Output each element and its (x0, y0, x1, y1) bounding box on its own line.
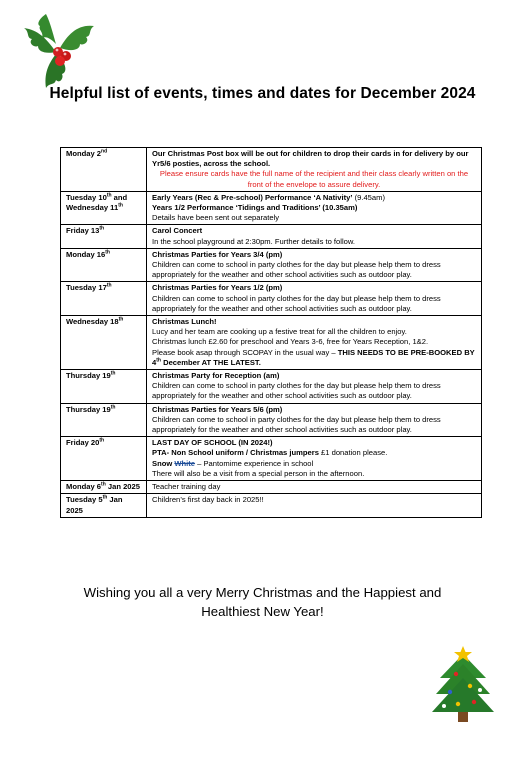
date-suffix: th (105, 249, 110, 256)
event-details (147, 437, 482, 481)
event-line: Carol Concert (152, 226, 203, 236)
christmas-tree-icon (428, 644, 498, 726)
event-title: PTA- Non School uniform / Christmas jumpers (152, 448, 319, 458)
date-suffix: nd (101, 148, 108, 155)
event-details (147, 494, 482, 517)
event-date: Thursday 19th (61, 403, 147, 437)
date-suffix: th (99, 225, 105, 232)
event-date: Wednesday 18th (61, 316, 147, 370)
date-suffix: th (118, 316, 124, 323)
date-suffix: th (99, 437, 105, 444)
event-time: (9.45am) (352, 192, 385, 202)
date-suffix: th (156, 357, 161, 364)
event-line: Lucy and her team are cooking up a festive treat for all the children to enjoy. (152, 327, 407, 337)
event-line (152, 459, 476, 469)
event-line (152, 348, 476, 368)
table-row (61, 437, 482, 481)
date-suffix: th (110, 370, 116, 377)
event-date: Friday 13th (61, 225, 147, 248)
event-line: There will also be a visit from a special person in the afternoon. (152, 468, 365, 478)
event-line: Children’s first day back in 2025!! (152, 495, 264, 505)
event-line: Christmas Party for Reception (am) (152, 371, 280, 381)
event-details (147, 481, 482, 494)
event-line: Christmas Lunch! (152, 317, 217, 327)
event-date: Monday 2nd (61, 148, 147, 192)
event-line: Years 1/2 Performance ‘Tidings and Traditions’ (10.35am) (152, 203, 358, 213)
event-date: Thursday 19th (61, 370, 147, 404)
date-suffix: th (110, 404, 116, 411)
event-date: Tuesday 17th (61, 282, 147, 316)
event-text: Please book asap through SCOPAY in the usual way – (152, 347, 338, 357)
event-details (147, 403, 482, 437)
event-details (147, 148, 482, 192)
event-date: Monday 16th (61, 248, 147, 282)
event-details (147, 282, 482, 316)
event-line: Christmas Parties for Years 5/6 (pm) (152, 404, 283, 414)
event-date: Friday 20th (61, 437, 147, 481)
event-line: Children can come to school in party clothes for the day but please help them to dress appropriately for the weather and other school activities such as outdoor play. (152, 293, 441, 313)
events-table (60, 147, 482, 518)
event-title: Snow (152, 458, 175, 468)
table-row (61, 282, 482, 316)
closing-message: Wishing you all a very Merry Christmas and the Happiest and Healthiest New Year! (83, 585, 442, 619)
event-details (147, 248, 482, 282)
date-suffix: th (101, 481, 106, 488)
event-line: Christmas Parties for Years 1/2 (pm) (152, 283, 283, 293)
event-line: Details have been sent out separately (152, 213, 280, 223)
event-line: Christmas lunch £2.60 for preschool and Years 3-6, free for Years Reception, 1&2. (152, 337, 429, 347)
event-details (147, 225, 482, 248)
date-suffix: th (106, 192, 112, 199)
event-line: In the school playground at 2:30pm. Further details to follow. (152, 236, 356, 246)
event-line: Children can come to school in party clothes for the day but please help them to dress appropriately for the weather and other school activities such as outdoor play. (152, 414, 441, 435)
event-date: Tuesday 5th Jan 2025 (61, 494, 147, 517)
table-row (61, 316, 482, 370)
event-details (147, 191, 482, 225)
table-row (61, 148, 482, 192)
table-row (61, 248, 482, 282)
event-line: Children can come to school in party clothes for the day but please help them to dress appropriately for the weather and other school activities such as outdoor play. (152, 260, 441, 280)
table-row (61, 403, 482, 437)
struck-text: White (174, 458, 196, 468)
date-suffix: th (102, 494, 108, 501)
table-row (61, 494, 482, 517)
page-title: Helpful list of events, times and dates for December 2024 (49, 85, 476, 102)
event-title: Early Years (Rec & Pre-school) Performance ‘A Nativity’ (152, 192, 353, 202)
table-row (61, 225, 482, 248)
event-text: – Pantomime experience in school (195, 458, 314, 468)
event-date: Monday 6th Jan 2025 (61, 481, 147, 494)
event-line (152, 193, 476, 203)
table-row (61, 370, 482, 404)
event-line: LAST DAY OF SCHOOL (IN 2024!) (152, 438, 273, 448)
event-text: £1 donation please. (318, 448, 388, 458)
date-suffix: th (118, 202, 123, 209)
event-details (147, 316, 482, 370)
event-date: Tuesday 10th and Wednesday 11th (61, 191, 147, 225)
table-row (61, 191, 482, 225)
holly-icon (16, 8, 98, 90)
event-line (152, 448, 476, 458)
event-line: Children can come to school in party clothes for the day but please help them to dress appropriately for the weather and other school activities such as outdoor play. (152, 381, 441, 401)
event-details (147, 370, 482, 404)
notice-text: Please ensure cards have the full name of the recipient and their class clearly written on the front of the envelope to assure delivery. (159, 169, 469, 189)
event-deadline: THIS NEEDS TO BE PRE-BOOKED BY 4th December AT THE LATEST. (152, 347, 475, 367)
event-line: Teacher training day (152, 482, 221, 492)
event-line: Christmas Parties for Years 3/4 (pm) (152, 249, 283, 259)
table-row (61, 481, 482, 494)
event-line: Our Christmas Post box will be out for children to drop their cards in for delivery by our Yr5/6 posties, across the school. (152, 149, 469, 169)
date-suffix: th (106, 282, 112, 289)
